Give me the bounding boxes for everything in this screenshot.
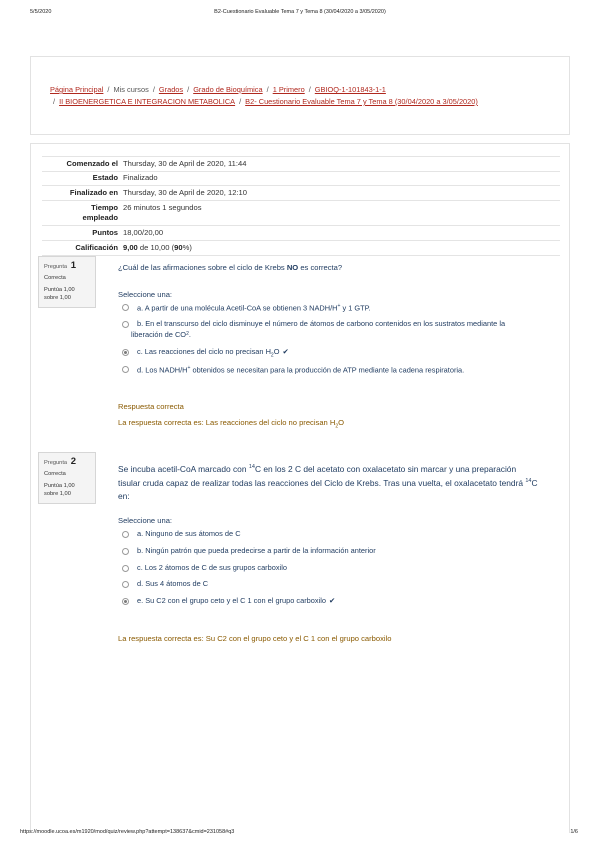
q1-option-b-continued [131, 329, 191, 340]
question-state: Correcta [44, 275, 66, 281]
radio-button[interactable] [122, 366, 129, 373]
q1-right-answer [118, 418, 344, 430]
question-1-text [118, 262, 342, 275]
breadcrumb-quiz-link[interactable]: B2- Cuestionario Evaluable Tema 7 y Tema 8 (30/04/2020 a 3/05/2020) [245, 97, 478, 106]
breadcrumb-course-link[interactable]: GBIOQ-1-101843-1-1 [314, 85, 386, 94]
summary-row-state [42, 171, 560, 186]
grade-line-2: sobre 1,00 [44, 295, 71, 301]
question-2-prompt: Seleccione una: [118, 516, 173, 525]
print-doc-title: B2-Cuestionario Evaluable Tema 7 y Tema 8 (30/04/2020 a 3/05/2020) [214, 9, 386, 15]
print-url: https://moodle.ucoa.es/m1920/mod/quiz/review.php?attempt=138637&cmid=231058#q3 [20, 829, 235, 835]
summary-value: 26 minutos 1 segundos [123, 202, 202, 212]
q1-opt-d-sup: + [187, 365, 191, 371]
q1-opt-a-sup: + [337, 303, 341, 309]
grade-of: de 10,00 ( [139, 242, 175, 252]
summary-value: Thursday, 30 de April de 2020, 12:10 [123, 187, 247, 197]
q1-opt-b2-sub: 2 [186, 331, 189, 337]
q1-option-b[interactable] [122, 318, 505, 329]
question-label: Pregunta [44, 460, 68, 466]
radio-button-selected[interactable] [122, 598, 129, 605]
print-date: 5/5/2020 [30, 9, 52, 15]
breadcrumb: Página Principal / Mis cursos / Grados / Grado de Bioquímica / 1 Primero / GBIOQ-1-101843-1-1 [50, 85, 386, 94]
summary-label: Finalizado en [69, 187, 118, 197]
question-number-value: 1 [70, 260, 76, 271]
breadcrumb-home-link[interactable]: Página Principal [50, 85, 104, 94]
q2-text-1-sup: 14 [248, 464, 255, 470]
option-label: a. Ninguno de sus átomos de C [137, 529, 241, 538]
q2-text-line-1 [118, 461, 558, 475]
grade-end: %) [182, 242, 192, 252]
summary-label: Estado [92, 173, 118, 183]
breadcrumb-panel [30, 56, 570, 135]
q1-opt-c-text: c. Las reacciones del ciclo no precisan H [137, 347, 271, 356]
radio-button[interactable] [122, 321, 129, 328]
question-number [44, 260, 91, 271]
q1-feedback: Respuesta correcta [118, 402, 184, 411]
option-label [137, 346, 279, 361]
q2-text-2-sup: 14 [525, 478, 532, 485]
q1-answer-sub: 2 [335, 423, 339, 430]
q1-option-c[interactable] [122, 346, 289, 361]
radio-button[interactable] [122, 565, 129, 572]
q2-option-c[interactable] [122, 562, 287, 573]
summary-label: Puntos [92, 227, 118, 237]
summary-label: Calificación [75, 242, 118, 252]
q1-opt-c-end: O [273, 347, 280, 356]
q2-text-2b: C [531, 478, 538, 489]
q1-opt-b2-end: . [188, 330, 191, 339]
breadcrumb-line-2: / II BIOENERGETICA E INTEGRACION METABOLICA / B2- Cuestionario Evaluable Tema 7 y Tema 8 (30/04/2020 a 3/05/2020) [53, 97, 478, 106]
summary-row-started [42, 156, 560, 171]
print-page-number: 1/6 [570, 829, 578, 835]
grade-score: 9,00 [123, 242, 138, 252]
summary-row-finished [42, 185, 560, 200]
q1-opt-a-text: a. A partir de una molécula Acetil-CoA se obtienen 3 NADH/H [137, 303, 338, 313]
q1-opt-a-end: y 1 GTP. [340, 303, 371, 313]
q1-opt-b-text: b. En el transcurso del ciclo disminuye el número de átomos de carbono contenidos en los sustratos mediante la [137, 319, 506, 328]
radio-button[interactable] [122, 581, 129, 588]
q1-answer-text: La respuesta correcta es: Las reacciones del ciclo no precisan H [118, 418, 336, 427]
summary-label: Comenzado el [66, 158, 118, 168]
question-1-info [38, 256, 96, 308]
question-2-info [38, 452, 96, 504]
breadcrumb-section-link[interactable]: II BIOENERGETICA E INTEGRACION METABOLICA [59, 97, 236, 106]
q1-opt-d-text: d. Los NADH/H [137, 365, 188, 375]
q1-opt-d-end: obtenidos se necesitan para la producción de ATP mediante la cadena respiratoria. [190, 365, 465, 375]
grade-line-1: Puntúa 1,00 [44, 287, 75, 293]
q2-right-answer: La respuesta correcta es: Su C2 con el grupo ceto y el C 1 con el grupo carboxilo [118, 634, 392, 643]
q2-text-line-2 [118, 475, 558, 489]
option-label [137, 301, 371, 313]
attempt-summary-table [42, 156, 560, 256]
question-number-value: 2 [70, 456, 76, 467]
q1-option-d[interactable] [122, 363, 464, 375]
q2-option-d[interactable] [122, 578, 208, 589]
radio-button[interactable] [122, 548, 129, 555]
option-label: c. Los 2 átomos de C de sus grupos carboxilo [137, 563, 287, 572]
q2-text-2a: tisular cruda capaz de realizar todas las reacciones del Ciclo de Krebs. Tras una vuelta, el oxalacetato tendrá [118, 478, 526, 489]
question-2-text [118, 461, 558, 502]
grade-percent: 90 [174, 242, 183, 252]
question-state: Correcta [44, 471, 66, 477]
grade-line-1: Puntúa 1,00 [44, 483, 75, 489]
time-label-1: Tiempo [91, 202, 118, 212]
option-label: b. Ningún patrón que pueda predecirse a partir de la información anterior [137, 546, 376, 555]
breadcrumb-grados-link[interactable]: Grados [158, 85, 184, 94]
breadcrumb-year-link[interactable]: 1 Primero [272, 85, 305, 94]
q1-opt-c-sub: 2 [270, 352, 274, 359]
summary-label [42, 201, 118, 225]
breadcrumb-degree-link[interactable]: Grado de Bioquímica [193, 85, 263, 94]
q2-option-b[interactable] [122, 545, 376, 556]
question-label: Pregunta [44, 264, 68, 270]
q2-text-1a: Se incuba acetil-CoA marcado con [118, 463, 249, 474]
check-icon: ✔ [328, 596, 336, 605]
q1-answer-end: O [338, 418, 345, 427]
q2-option-e[interactable] [122, 595, 335, 606]
q2-text-1b: C en los 2 C del acetato con oxalacetato sin marcar y una preparación [254, 463, 517, 474]
radio-button[interactable] [122, 531, 129, 538]
q1-opt-b2-text: liberación de CO [131, 330, 187, 339]
time-label-2: empleado [82, 213, 118, 223]
q2-text-line-3: en: [118, 490, 130, 501]
radio-button[interactable] [122, 304, 129, 311]
q1-option-a[interactable] [122, 301, 371, 313]
q1-text-a: ¿Cuál de las afirmaciones sobre el ciclo de Krebs [118, 263, 287, 272]
question-grade [44, 482, 91, 498]
print-header [0, 9, 600, 19]
question-number [44, 456, 91, 467]
check-icon: ✔ [282, 347, 289, 356]
question-grade [44, 286, 91, 302]
option-label: d. Sus 4 átomos de C [137, 579, 209, 588]
q1-text-no: NO [286, 263, 299, 272]
grade-line-2: sobre 1,00 [44, 491, 71, 497]
radio-button-selected[interactable] [122, 349, 129, 356]
summary-row-time [42, 200, 560, 225]
question-1-prompt: Seleccione una: [118, 290, 173, 299]
summary-row-points [42, 225, 560, 240]
summary-value: Finalizado [123, 173, 158, 183]
q2-option-a[interactable] [122, 528, 241, 539]
summary-value: 18,00/20,00 [123, 227, 164, 237]
summary-value: Thursday, 30 de April de 2020, 11:44 [123, 158, 247, 168]
q1-text-b: es correcta? [298, 263, 343, 272]
summary-row-grade [42, 240, 560, 256]
summary-value [118, 241, 192, 255]
option-label: e. Su C2 con el grupo ceto y el C 1 con el grupo carboxilo [137, 596, 326, 605]
breadcrumb-my-courses: Mis cursos [113, 85, 149, 94]
option-label [137, 363, 464, 375]
